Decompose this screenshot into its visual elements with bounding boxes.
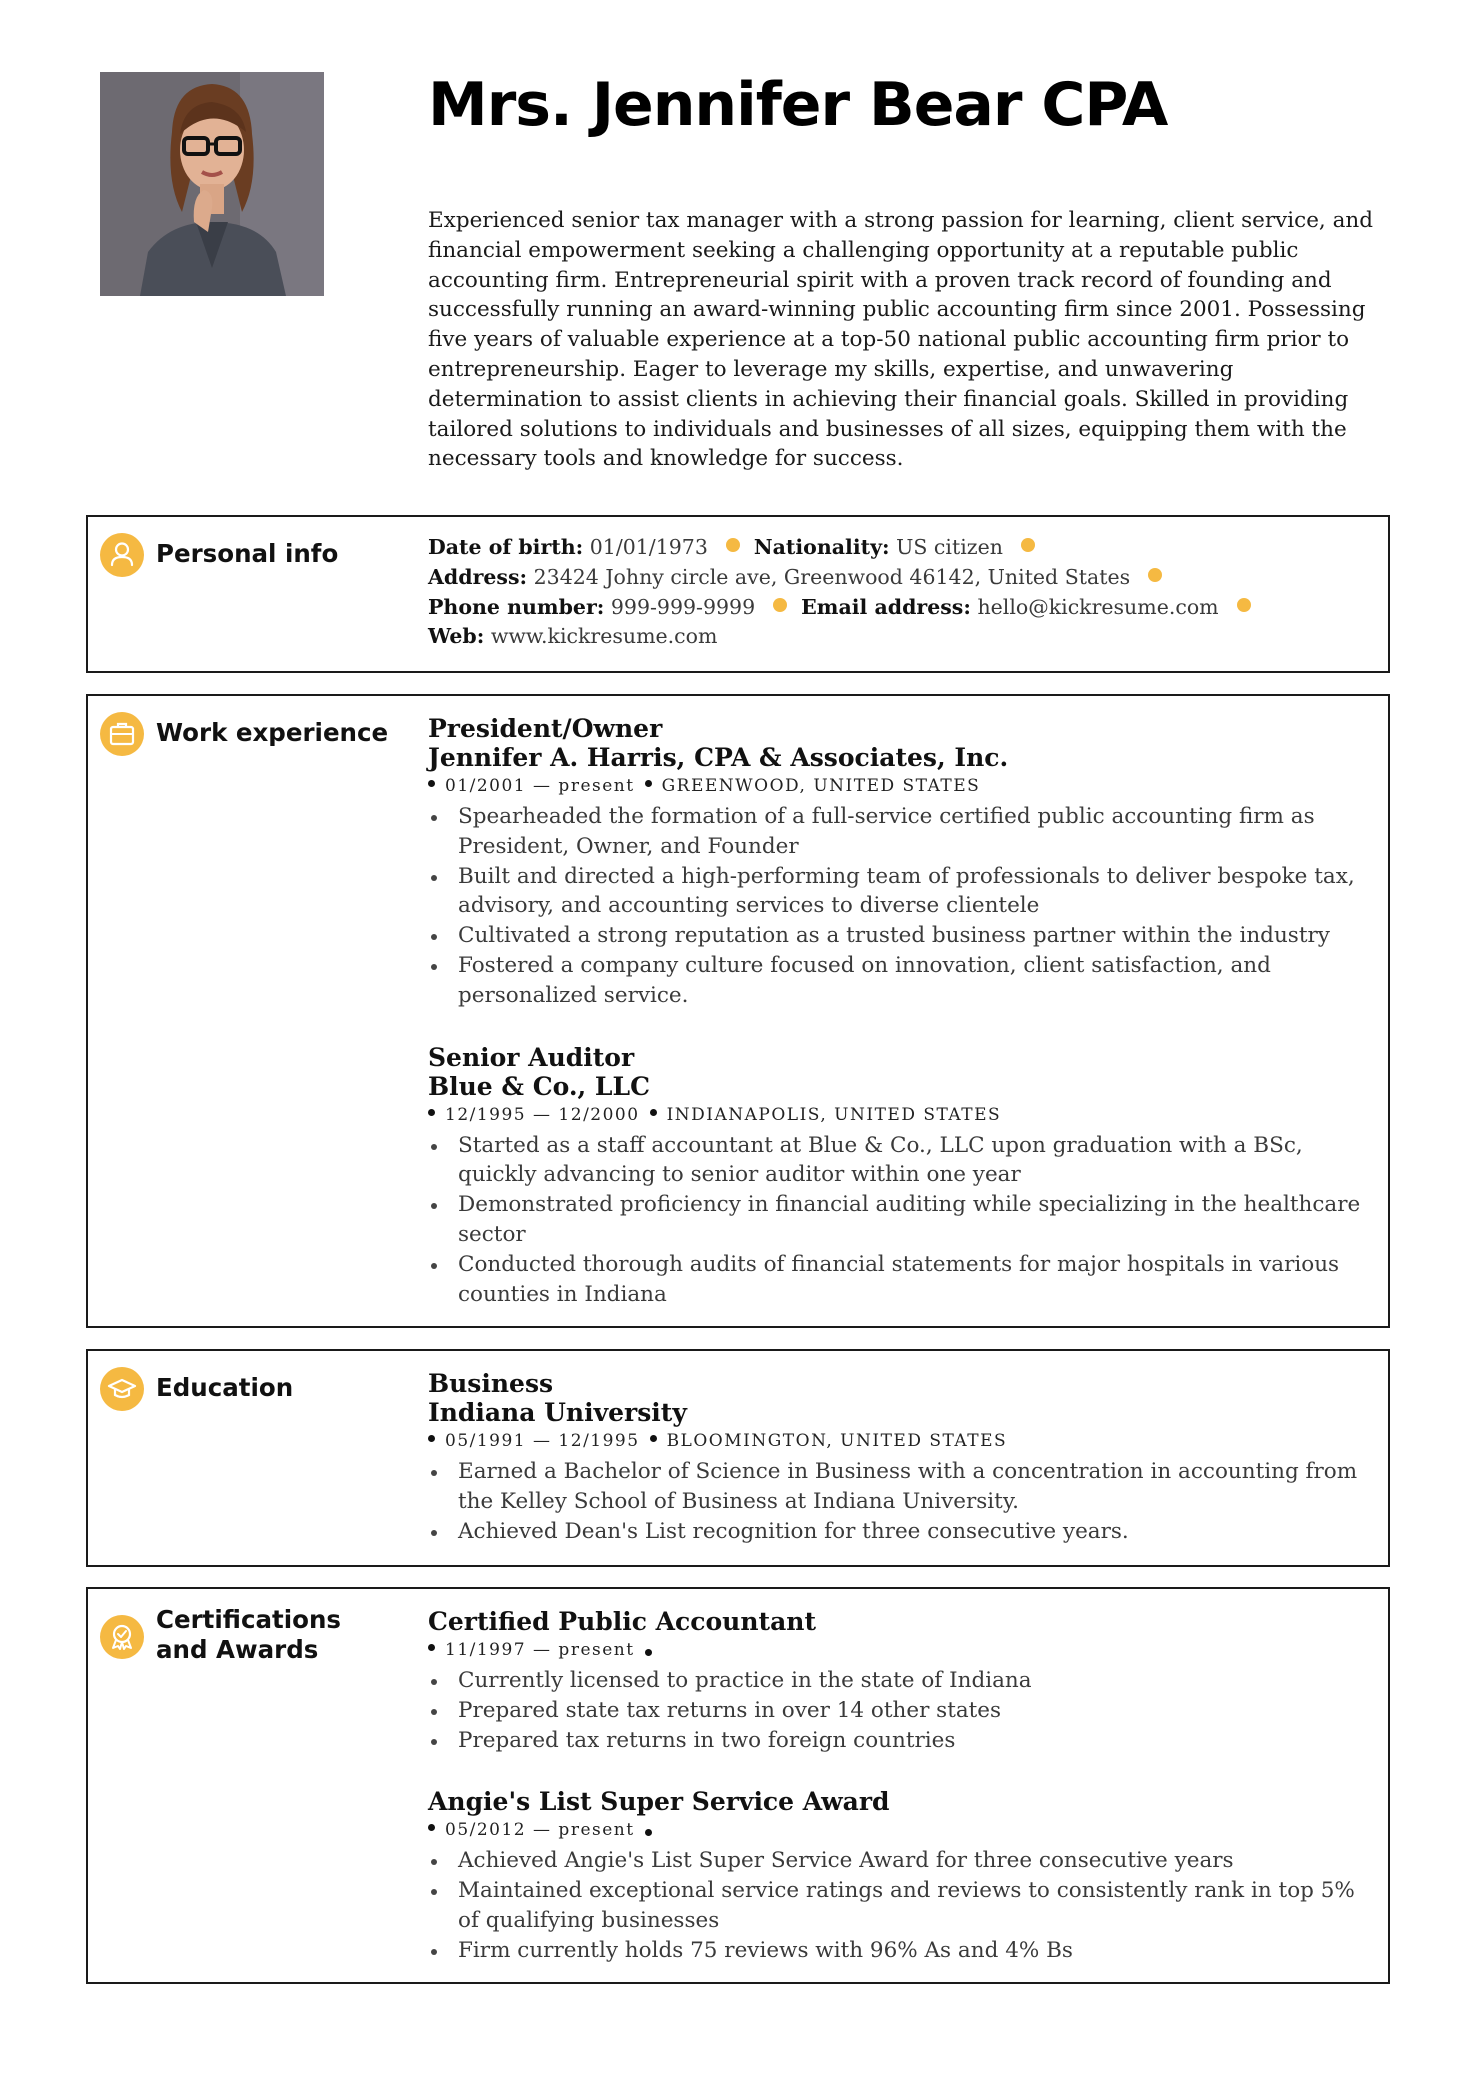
work-entry [428,714,1368,1011]
phone-label: Phone number: [428,594,605,619]
certifications-content [428,1607,1368,1966]
list-item: Maintained exceptional service ratings and reviews to consistently rank in top 5% of qualifying businesses [428,1876,1368,1936]
job-dates: 12/1995 — 12/2000 [445,1104,640,1125]
certifications-section [86,1587,1390,1984]
certification-meta [428,1816,1368,1844]
list-item: Built and directed a high-performing team of professionals to deliver bespoke tax, advisory, and accounting services to diverse clientele [428,862,1368,922]
personal-info-line [428,593,1368,623]
job-meta [428,772,1368,800]
meta-dot [428,1435,435,1442]
work-experience-section [86,694,1390,1328]
profile-photo [100,72,324,296]
job-dates: 01/2001 — present [445,776,635,796]
section-title-line: and Awards [156,1635,319,1664]
job-title: Senior Auditor [428,1042,635,1072]
candidate-name: Mrs. Jennifer Bear CPA [428,70,1168,140]
degree-title: Business [428,1369,554,1398]
list-item: Demonstrated proficiency in financial auditing while specializing in the healthcare sector [428,1190,1368,1250]
personal-info-line [428,533,1368,563]
certification-entry [428,1787,1368,1965]
certification-title: Angie's List Super Service Award [428,1787,890,1817]
certification-dates: 05/2012 — present [445,1820,635,1841]
work-experience-content [428,714,1368,1309]
email-label: Email address: [801,594,971,619]
job-bullets [428,802,1368,1011]
education-entry [428,1369,1368,1546]
graduation-cap-icon [100,1367,144,1411]
section-title: Education [156,1373,294,1402]
meta-dot [650,1435,657,1442]
list-item: Currently licensed to practice in the state of Indiana [428,1666,1368,1696]
list-item: Achieved Angie's List Super Service Award for three consecutive years [428,1846,1368,1876]
section-title: Personal info [156,539,339,568]
dob-label: Date of birth: [428,535,584,559]
job-title: President/Owner [428,714,663,743]
meta-dot [428,1644,435,1651]
list-item: Firm currently holds 75 reviews with 96% As and 4% Bs [428,1936,1368,1966]
meta-dot [645,780,652,787]
separator-dot [726,538,740,552]
profile-summary: Experienced senior tax manager with a strong passion for learning, client service, and financial empowerment seeking a challenging opportunity at a reputable public accounting firm. Entrepreneurial spirit with a proven track record of founding and successfully running an award-winning public accounting firm since 2001. Possessing five years of valuable experience at a top-50 national public accounting firm prior to entrepreneurship. Eager to leverage my skills, expertise, and unwavering determination to assist clients in achieving their financial goals. Skilled in providing tailored solutions to individuals and businesses of all sizes, equipping them with the necessary tools and knowledge for success. [428,208,1374,472]
list-item: Earned a Bachelor of Science in Business with a concentration in accounting from the Kelley School of Business at Indiana University. [428,1457,1368,1517]
separator-dot [1148,568,1162,582]
education-location: BLOOMINGTON, UNITED STATES [666,1431,1008,1451]
personal-info-line [428,563,1368,593]
portrait-image [100,72,324,296]
education-bullets [428,1457,1368,1546]
list-item: Conducted thorough audits of financial statements for major hospitals in various counties in Indiana [428,1250,1368,1310]
school-name: Indiana University [428,1398,687,1427]
personal-info-section [86,515,1390,673]
section-title-line: Certifications [156,1605,341,1634]
separator-dot [1021,538,1035,552]
company-name: Jennifer A. Harris, CPA & Associates, Inc. [428,743,1009,772]
list-item: Prepared tax returns in two foreign countries [428,1726,1368,1756]
meta-dot [428,1824,435,1831]
certification-dates: 11/1997 — present [445,1640,635,1660]
job-meta [428,1101,1368,1129]
education-meta [428,1427,1368,1455]
job-location: GREENWOOD, UNITED STATES [661,776,981,796]
company-name: Blue & Co., LLC [428,1071,650,1101]
work-entry [428,1043,1368,1310]
certification-title: Certified Public Accountant [428,1607,817,1636]
education-content [428,1369,1368,1546]
section-title [156,1605,341,1665]
meta-dot [645,1649,652,1656]
education-section [86,1349,1390,1567]
dob-value: 01/01/1973 [589,535,708,559]
meta-dot [645,1829,652,1836]
address-label: Address: [428,564,528,589]
certification-meta [428,1636,1368,1664]
nationality-value: US citizen [896,535,1003,559]
list-item: Prepared state tax returns in over 14 other states [428,1696,1368,1726]
user-icon [100,533,144,577]
certification-entry [428,1607,1368,1755]
list-item: Fostered a company culture focused on innovation, client satisfaction, and personalized service. [428,951,1368,1011]
list-item: Spearheaded the formation of a full-service certified public accounting firm as President, Owner, and Founder [428,802,1368,862]
separator-dot [1237,598,1251,612]
section-title: Work experience [156,718,389,747]
certification-bullets [428,1846,1368,1965]
education-dates: 05/1991 — 12/1995 [445,1431,640,1451]
email-value[interactable]: hello@kickresume.com [977,594,1219,619]
job-bullets [428,1131,1368,1310]
meta-dot [650,1109,657,1116]
meta-dot [428,1109,435,1116]
personal-info-line [428,622,1368,652]
list-item: Cultivated a strong reputation as a trusted business partner within the industry [428,921,1368,951]
phone-value: 999-999-9999 [610,594,756,619]
certification-bullets [428,1666,1368,1755]
award-ribbon-icon [100,1615,144,1659]
web-link[interactable]: www.kickresume.com [490,624,718,649]
list-item: Started as a staff accountant at Blue & Co., LLC upon graduation with a BSc, quickly advancing to senior auditor within one year [428,1131,1368,1191]
personal-info-content [428,533,1368,652]
meta-dot [428,780,435,787]
web-label: Web: [428,624,485,649]
job-location: INDIANAPOLIS, UNITED STATES [666,1104,1002,1125]
list-item: Achieved Dean's List recognition for three consecutive years. [428,1517,1368,1547]
nationality-label: Nationality: [753,535,890,559]
briefcase-icon [100,712,144,756]
separator-dot [773,598,787,612]
address-value: 23424 Johny circle ave, Greenwood 46142, United States [533,564,1131,589]
